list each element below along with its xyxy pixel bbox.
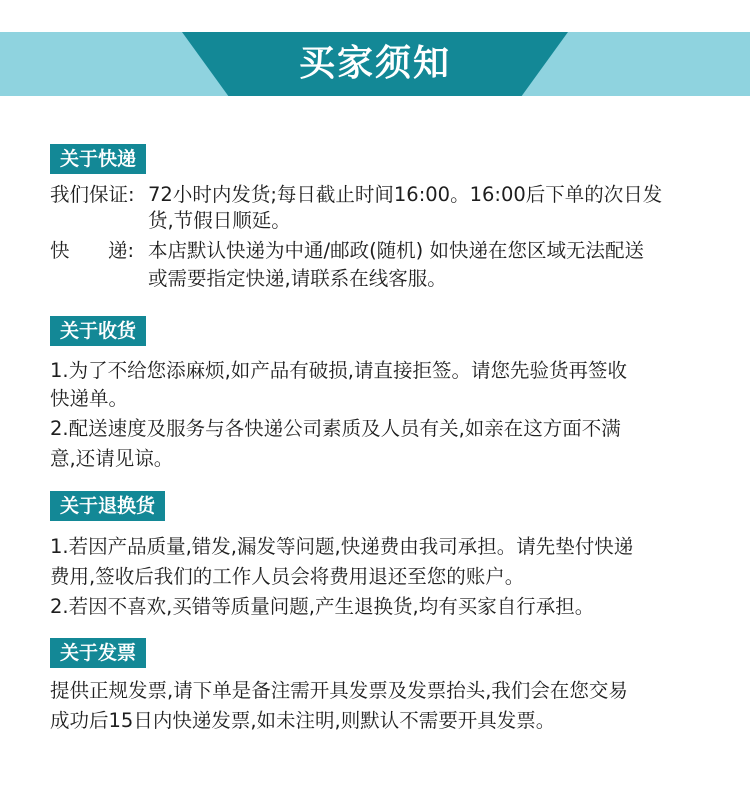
receipt-line: 快递单。 bbox=[50, 387, 129, 410]
guarantee-label: 我们保证: bbox=[50, 183, 135, 206]
invoice-line: 提供正规发票,请下单是备注需开具发票及发票抬头,我们会在您交易 bbox=[50, 679, 628, 702]
section-heading-receipt: 关于收货 bbox=[50, 316, 146, 346]
section-heading-express: 关于快递 bbox=[50, 144, 146, 174]
section-heading-invoice: 关于发票 bbox=[50, 638, 146, 668]
returns-line: 1.若因产品质量,错发,漏发等问题,快递费由我司承担。请先垫付快递 bbox=[50, 535, 634, 558]
page-title: 买家须知 bbox=[298, 43, 451, 84]
section-heading-returns: 关于退换货 bbox=[50, 491, 165, 521]
guarantee-text-line2: 货,节假日顺延。 bbox=[148, 209, 291, 232]
receipt-line: 2.配送速度及服务与各快递公司素质及人员有关,如亲在这方面不满 bbox=[50, 417, 621, 440]
courier-text-line2: 或需要指定快递,请联系在线客服。 bbox=[148, 267, 447, 290]
courier-label-a: 快 bbox=[50, 239, 70, 262]
receipt-line: 1.为了不给您添麻烦,如产品有破损,请直接拒签。请您先验货再签收 bbox=[50, 359, 628, 382]
guarantee-text-line1: 72小时内发货;每日截止时间16:00。16:00后下单的次日发 bbox=[148, 183, 663, 206]
returns-line: 费用,签收后我们的工作人员会将费用退还至您的账户。 bbox=[50, 565, 525, 588]
returns-line: 2.若因不喜欢,买错等质量问题,产生退换货,均有买家自行承担。 bbox=[50, 595, 595, 618]
invoice-line: 成功后15日内快递发票,如未注明,则默认不需要开具发票。 bbox=[50, 709, 556, 732]
receipt-line: 意,还请见谅。 bbox=[50, 447, 174, 470]
courier-text-line1: 本店默认快递为中通/邮政(随机) 如快递在您区域无法配送 bbox=[148, 239, 644, 262]
courier-label-b: 递: bbox=[108, 239, 135, 262]
